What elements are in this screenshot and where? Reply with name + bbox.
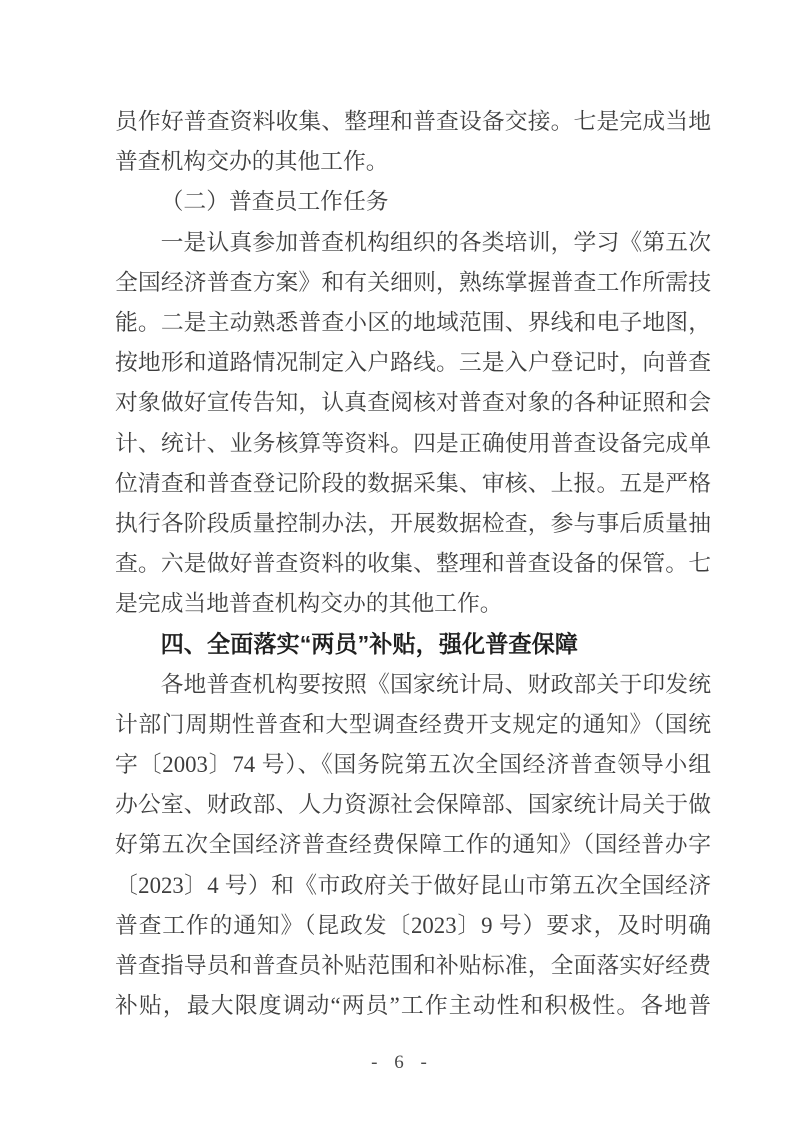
text-line: 一是认真参加普查机构组织的各类培训，学习《第五次 [160, 229, 711, 255]
document-body [115, 102, 711, 1026]
text-line: 字〔2003〕74 号）、《国务院第五次全国经济普查领导小组 [115, 752, 711, 777]
text-line: 各地普查机构要按照《国家统计局、财政部关于印发统 [160, 671, 711, 697]
text-line: 普查指导员和普查员补贴范围和补贴标准，全面落实好经费 [115, 952, 711, 978]
text-line: 〔2023〕4 号）和《市政府关于做好昆山市第五次全国经济 [115, 872, 711, 898]
text-line: 能。二是主动熟悉普查小区的地域范围、界线和电子地图， [115, 309, 711, 335]
text-line: 好第五次全国经济普查经费保障工作的通知》（国经普办字 [115, 832, 711, 858]
text-line: 按地形和道路情况制定入户路线。三是入户登记时，向普查 [115, 350, 711, 376]
text-line: 补贴，最大限度调动“两员”工作主动性和积极性。各地普 [115, 993, 711, 1019]
text-line: 办公室、财政部、人力资源社会保障部、国家统计局关于做 [115, 792, 711, 818]
page-footer [0, 1049, 800, 1077]
text-line: 员作好普查资料收集、整理和普查设备交接。七是完成当地 [115, 109, 711, 134]
text-line: 执行各阶段质量控制办法，开展数据检查，参与事后质量抽 [115, 510, 711, 536]
text-line: 计、统计、业务核算等资料。四是正确使用普查设备完成单 [115, 430, 711, 456]
page-number: - 6 - [371, 1052, 429, 1073]
text-line: 全国经济普查方案》和有关细则，熟练掌握普查工作所需技 [115, 269, 711, 295]
text-line: 查。六是做好普查资料的收集、整理和普查设备的保管。七 [115, 551, 711, 577]
text-line: 普查机构交办的其他工作。 [115, 149, 389, 175]
text-line: 普查工作的通知》（昆政发〔2023〕9 号）要求，及时明确 [115, 912, 711, 938]
section-heading: 四、全面落实“两员”补贴，强化普查保障 [160, 631, 578, 658]
text-line: 计部门周期性普查和大型调查经费开支规定的通知》（国统 [115, 711, 711, 737]
text-line: 是完成当地普查机构交办的其他工作。 [115, 591, 503, 617]
text-line: 对象做好宣传告知，认真查阅核对普查对象的各种证照和会 [115, 390, 711, 416]
text-line: （二）普查员工作任务 [160, 189, 389, 215]
text-line: 位清查和普查登记阶段的数据采集、审核、上报。五是严格 [115, 470, 711, 496]
